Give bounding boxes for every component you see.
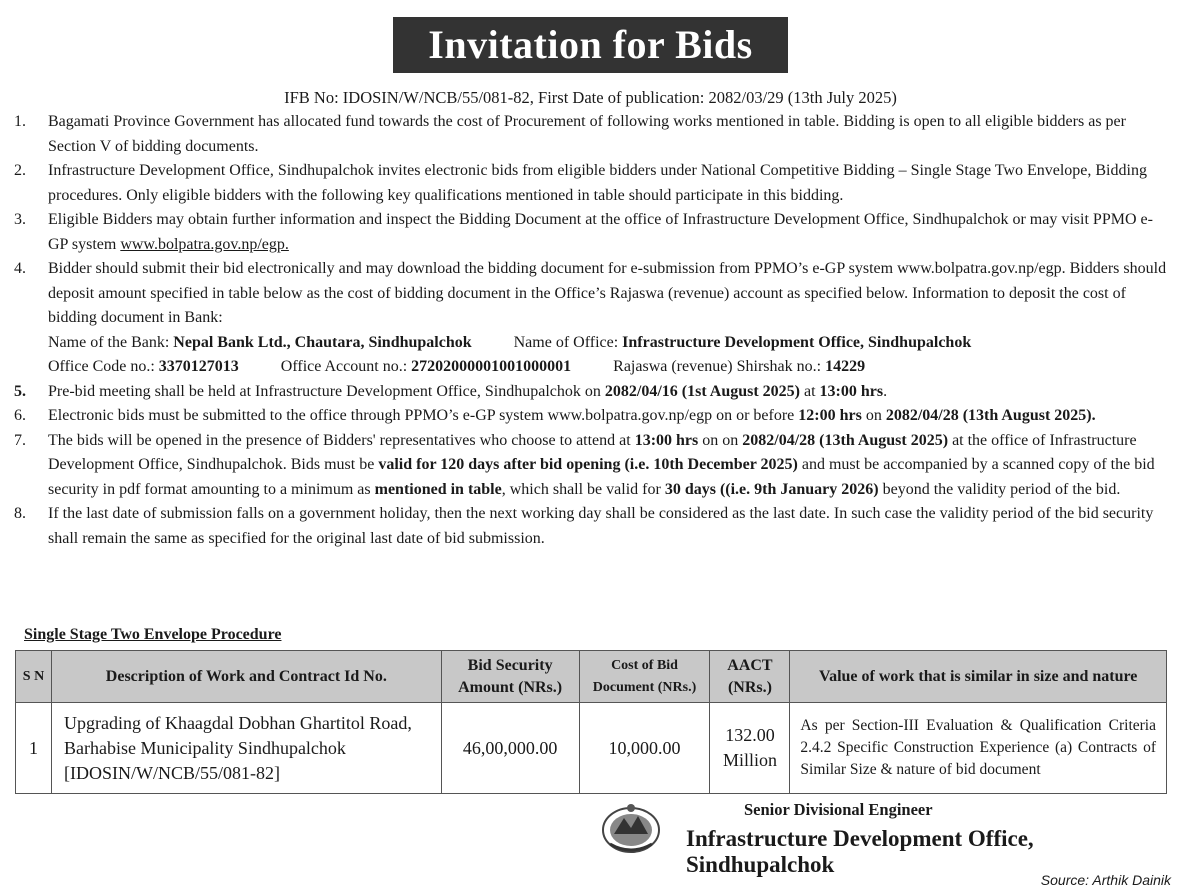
item-number: 5. bbox=[14, 382, 26, 400]
bid-items-list bbox=[14, 110, 1169, 551]
item-text: Electronic bids must be submitted to the office through PPMO’s e-GP system www.bolpatra.gov.np/egp on or before 12:00 hrs on 2082/04/28 (13th August 2025). bbox=[48, 407, 1096, 424]
item-number: 7. bbox=[14, 431, 26, 449]
page-title: Invitation for Bids bbox=[393, 17, 788, 73]
header-cost: Cost of Bid Document (NRs.) bbox=[579, 651, 710, 703]
bank-value: Nepal Bank Ltd., Chautara, Sindhupalchok bbox=[173, 333, 472, 351]
office-value: Infrastructure Development Office, Sindhupalchok bbox=[622, 333, 972, 351]
header-value: Value of work that is similar in size and nature bbox=[790, 651, 1167, 703]
item-text: Pre-bid meeting shall be held at Infrastructure Development Office, Sindhupalchok on 2082/04/16 (1st August 2025) at 13:00 hrs. bbox=[48, 382, 888, 400]
item-number: 6. bbox=[14, 407, 26, 424]
procedure-heading: Single Stage Two Envelope Procedure bbox=[24, 626, 282, 643]
item-number: 8. bbox=[14, 505, 26, 522]
bids-table bbox=[15, 650, 1167, 794]
account-label: Office Account no.: bbox=[280, 358, 408, 375]
list-item bbox=[14, 110, 1169, 159]
header-sn: S N bbox=[16, 651, 52, 703]
header-description: Description of Work and Contract Id No. bbox=[51, 651, 441, 703]
header-aact: AACT (NRs.) bbox=[710, 651, 790, 703]
cell-description: Upgrading of Khaagdal Dobhan Ghartitol Road, Barhabise Municipality Sindhupalchok [IDOSIN/W/NCB/55/081-82] bbox=[51, 703, 441, 794]
list-item bbox=[14, 208, 1169, 257]
list-item bbox=[14, 257, 1169, 380]
cell-aact: 132.00 Million bbox=[710, 703, 790, 794]
item-text: If the last date of submission falls on a government holiday, then the next working day shall be considered as the last date. In such case the validity period of the bid security shall remain the same as specified for the original last date of bid submission. bbox=[48, 505, 1154, 547]
item-text: Eligible Bidders may obtain further information and inspect the Bidding Document at the office of Infrastructure Development Office, Sindhupalchok or may visit PPMO e-GP system www.bolpatra.gov.np/egp. bbox=[48, 211, 1153, 253]
submission-time: 12:00 hrs bbox=[798, 407, 862, 424]
prebid-date: 2082/04/16 (1st August 2025) bbox=[604, 382, 800, 400]
shirshak-value: 14229 bbox=[825, 358, 866, 375]
item-number: 3. bbox=[14, 211, 26, 228]
shirshak-label: Rajaswa (revenue) Shirshak no.: bbox=[613, 358, 822, 375]
office-code-label: Office Code no.: bbox=[48, 358, 155, 375]
office-label: Name of Office: bbox=[513, 333, 619, 351]
list-item bbox=[14, 404, 1169, 429]
submission-date: 2082/04/28 (13th August 2025). bbox=[885, 407, 1096, 424]
office-code-value: 3370127013 bbox=[158, 358, 239, 375]
header-bid-security: Bid Security Amount (NRs.) bbox=[441, 651, 579, 703]
nepal-emblem-icon bbox=[598, 800, 664, 856]
item-number: 2. bbox=[14, 162, 26, 179]
cell-bid-security: 46,00,000.00 bbox=[441, 703, 579, 794]
table-row bbox=[16, 703, 1167, 794]
item-number: 4. bbox=[14, 260, 26, 277]
item-text: Bagamati Province Government has allocated fund towards the cost of Procurement of following works mentioned in table. Bidding is open to all eligible bidders as per Section V of bidding documents. bbox=[48, 113, 1126, 155]
item-text: Infrastructure Development Office, Sindhupalchok invites electronic bids from eligible bidders under National Competitive Bidding – Single Stage Two Envelope, Bidding procedures. Only eligible bidders with the following key qualifications mentioned in table should participate in this bidding. bbox=[48, 162, 1147, 204]
list-item bbox=[14, 429, 1169, 503]
cell-cost: 10,000.00 bbox=[579, 703, 710, 794]
cell-sn: 1 bbox=[16, 703, 52, 794]
signatory-title: Senior Divisional Engineer bbox=[744, 800, 933, 819]
item-text: Bidder should submit their bid electronically and may download the bidding document for e-submission from PPMO’s e-GP system www.bolpatra.gov.np/egp. Bidders should deposit amount specified in table below as the cost of bidding document in the Office’s Rajaswa (revenue) account as specified below. Information to deposit the cost of bidding document in Bank: Name of the Bank: Nepal Bank Ltd., Chautara, Sindhupalchok Name of Office: Infrastructure Development Office, Sindhupalchok Office Code no.: 3370127013 Office Account no.: 27202000001001000001 Rajaswa (revenue) Shirshak no.: 14229 bbox=[48, 260, 1167, 375]
signatory-office: Infrastructure Development Office, Sindhupalchok bbox=[686, 826, 1034, 877]
list-item bbox=[14, 380, 1169, 405]
source-credit: Source: Arthik Dainik bbox=[1040, 872, 1171, 888]
table-header-row bbox=[16, 651, 1167, 703]
bank-label: Name of the Bank: bbox=[48, 333, 170, 351]
account-value: 27202000001001000001 bbox=[411, 358, 572, 375]
list-item bbox=[14, 159, 1169, 208]
prebid-time: 13:00 hrs bbox=[819, 382, 884, 400]
cell-value: As per Section-III Evaluation & Qualification Criteria 2.4.2 Specific Construction Experience (a) Contracts of Similar Size & nature of bid document bbox=[790, 703, 1167, 794]
list-item bbox=[14, 502, 1169, 551]
item-text: The bids will be opened in the presence of Bidders' representatives who choose to attend at 13:00 hrs on on 2082/04/28 (13th August 2025) at the office of Infrastructure Development Office, Sindhupalchok. Bids must be valid for 120 days after bid opening (i.e. 10th December 2025) and must be accompanied by a scanned copy of the bid security in pdf format amounting to a minimum as mentioned in table, which shall be valid for 30 days ((i.e. 9th January 2026) beyond the validity period of the bid. bbox=[48, 431, 1155, 498]
item-number: 1. bbox=[14, 113, 26, 130]
ifb-line: IFB No: IDOSIN/W/NCB/55/081-82, First Date of publication: 2082/03/29 (13th July 2025) bbox=[284, 88, 897, 107]
egp-link[interactable]: www.bolpatra.gov.np/egp. bbox=[120, 235, 289, 253]
